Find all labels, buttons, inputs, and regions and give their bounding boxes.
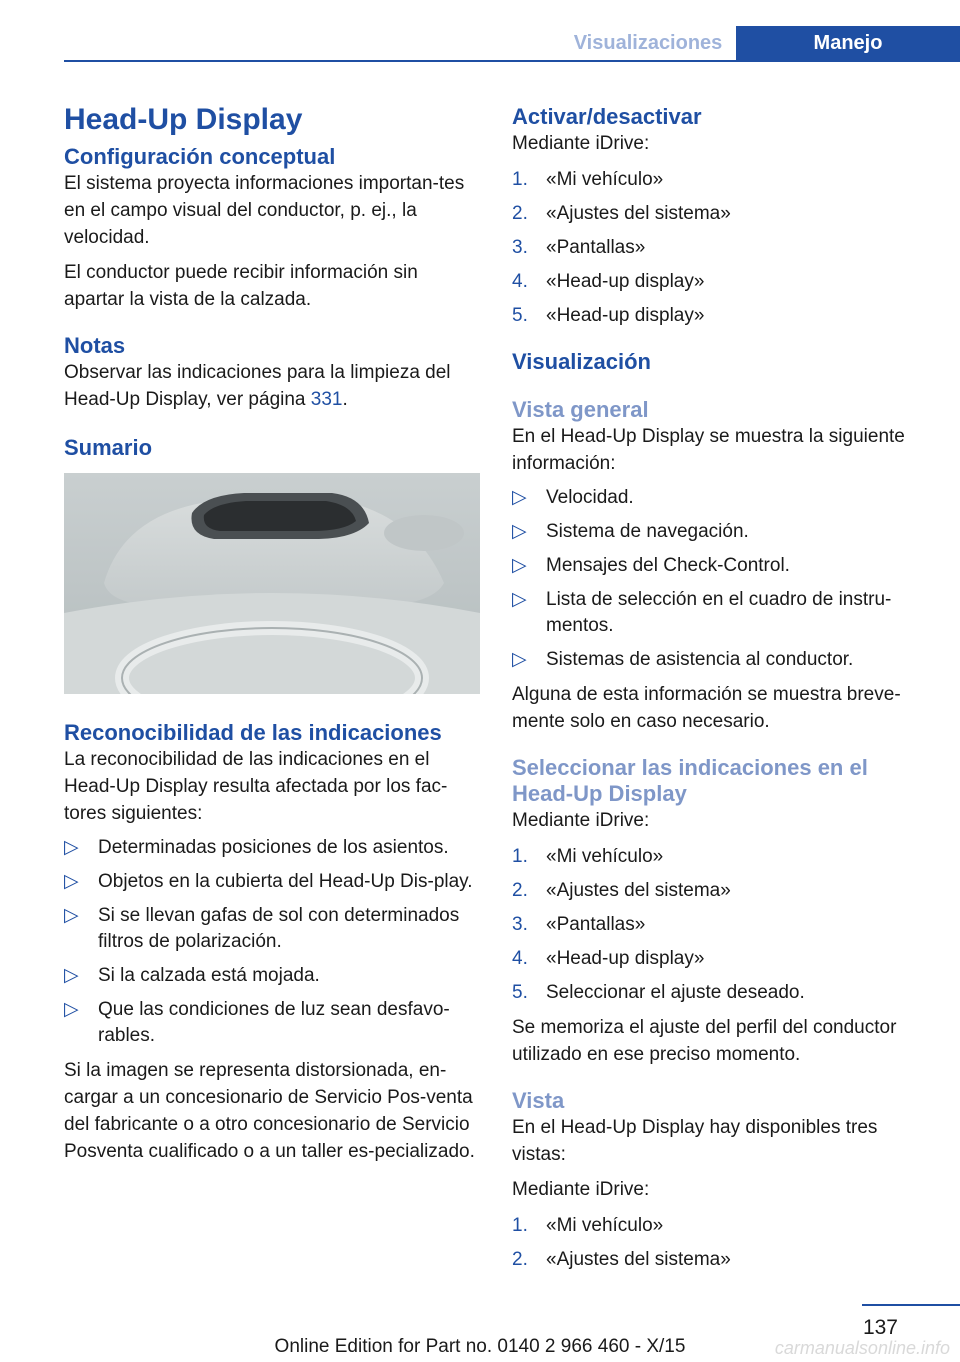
- step-item: [512, 1213, 932, 1239]
- head-up-display-photo: [64, 473, 480, 694]
- triangle-bullet-icon: ▷: [512, 521, 527, 542]
- step-number: 3.: [512, 237, 528, 258]
- recognizability-closing: Si la imagen se representa distorsionada, en-cargar a un concesionario de Servicio Pos-venta del fabricante o a otro concesionario de Servicio Posventa cualificado o a un taller es-pecializado.: [64, 1060, 475, 1162]
- select-intro: Mediante iDrive:: [512, 810, 650, 831]
- triangle-bullet-icon: ▷: [512, 487, 527, 508]
- heading-overview: Vista general: [512, 397, 649, 422]
- step-number: 2.: [512, 880, 528, 901]
- page-title: Head-Up Display: [64, 103, 303, 136]
- step-text: «Head-up display»: [546, 948, 705, 969]
- triangle-bullet-icon: ▷: [512, 589, 527, 610]
- heading-view: Vista: [512, 1088, 565, 1113]
- step-number: 1.: [512, 169, 528, 190]
- list-item: [512, 587, 932, 639]
- overview-intro: En el Head-Up Display se muestra la siguiente información:: [512, 426, 905, 474]
- list-item-text: Velocidad.: [546, 487, 634, 508]
- heading-select-indications: Seleccionar las indicaciones en el Head-Up Display: [512, 755, 868, 806]
- step-item: [512, 946, 932, 972]
- step-text: «Ajustes del sistema»: [546, 1249, 731, 1270]
- watermark: carmanualsonline.info: [774, 1338, 950, 1358]
- step-item: [512, 1247, 932, 1273]
- step-number: 3.: [512, 914, 528, 935]
- list-item-text: Determinadas posiciones de los asientos.: [98, 837, 449, 858]
- list-item-text: Mensajes del Check-Control.: [546, 555, 790, 576]
- heading-concept: Configuración conceptual: [64, 144, 336, 169]
- list-item: [64, 835, 480, 861]
- step-item: [512, 878, 932, 904]
- step-text: «Ajustes del sistema»: [546, 880, 731, 901]
- page-link[interactable]: 331: [310, 389, 343, 410]
- page-header: [0, 0, 960, 62]
- section-tab[interactable]: Visualizaciones: [573, 32, 723, 54]
- step-text: «Pantallas»: [546, 237, 646, 258]
- step-number: 4.: [512, 271, 528, 292]
- list-item-text: Si la calzada está mojada.: [98, 965, 320, 986]
- triangle-bullet-icon: ▷: [64, 871, 79, 892]
- header-rule: [64, 60, 960, 62]
- step-text: «Mi vehículo»: [546, 846, 664, 867]
- list-item: [512, 553, 932, 579]
- step-item: [512, 303, 932, 329]
- triangle-bullet-icon: ▷: [64, 837, 79, 858]
- step-item: [512, 235, 932, 261]
- view-intro: Mediante iDrive:: [512, 1179, 650, 1200]
- view-steps: [512, 1213, 932, 1273]
- view-paragraph: En el Head-Up Display hay disponibles tres vistas:: [512, 1117, 878, 1165]
- activate-intro: Mediante iDrive:: [512, 133, 650, 154]
- triangle-bullet-icon: ▷: [64, 999, 79, 1020]
- list-item-text: Si se llevan gafas de sol con determinados filtros de polarización.: [98, 905, 460, 952]
- overview-closing: Alguna de esta información se muestra breve-mente solo en caso necesario.: [512, 684, 901, 732]
- step-text: «Head-up display»: [546, 271, 705, 292]
- step-item: [512, 167, 932, 193]
- step-text: «Ajustes del sistema»: [546, 203, 731, 224]
- step-number: 1.: [512, 1215, 528, 1236]
- list-item-text: Sistema de navegación.: [546, 521, 749, 542]
- step-item: [512, 269, 932, 295]
- list-item: [64, 869, 480, 895]
- heading-notes: Notas: [64, 333, 126, 358]
- step-number: 5.: [512, 305, 528, 326]
- step-number: 4.: [512, 948, 528, 969]
- notes-paragraph: [64, 359, 480, 413]
- chapter-tab[interactable]: Manejo: [736, 26, 960, 60]
- concept-paragraph-2: El conductor puede recibir información sin apartar la vista de la calzada.: [64, 262, 418, 310]
- step-number: 1.: [512, 846, 528, 867]
- recognizability-intro: La reconocibilidad de las indicaciones en el Head-Up Display resulta afectada por los fac-tores siguientes:: [64, 749, 448, 824]
- right-column: [512, 96, 932, 1281]
- heading-summary: Sumario: [64, 435, 153, 460]
- footer-rule: [862, 1304, 960, 1306]
- triangle-bullet-icon: ▷: [512, 649, 527, 670]
- list-item-text: Que las condiciones de luz sean desfavo-rables.: [98, 999, 450, 1046]
- list-item: [64, 997, 480, 1049]
- heading-activate: Activar/desactivar: [512, 104, 702, 129]
- step-number: 2.: [512, 1249, 528, 1270]
- list-item: [512, 519, 932, 545]
- step-number: 5.: [512, 982, 528, 1003]
- overview-list: [512, 485, 932, 673]
- select-steps: [512, 844, 932, 1006]
- step-item: [512, 201, 932, 227]
- notes-period: .: [342, 389, 348, 410]
- list-item: [64, 903, 480, 955]
- left-column: [64, 96, 480, 1173]
- heading-visualization: Visualización: [512, 349, 651, 374]
- triangle-bullet-icon: ▷: [512, 555, 527, 576]
- list-item-text: Objetos en la cubierta del Head-Up Dis-play.: [98, 871, 473, 892]
- step-item: [512, 980, 932, 1006]
- list-item: [512, 485, 932, 511]
- list-item-text: Lista de selección en el cuadro de instru-mentos.: [546, 589, 892, 636]
- heading-recognizability: Reconocibilidad de las indicaciones: [64, 720, 442, 745]
- step-text: «Mi vehículo»: [546, 169, 664, 190]
- step-text: «Mi vehículo»: [546, 1215, 664, 1236]
- select-closing: Se memoriza el ajuste del perfil del conductor utilizado en ese preciso momento.: [512, 1017, 897, 1065]
- triangle-bullet-icon: ▷: [64, 905, 79, 926]
- list-item: [512, 647, 932, 673]
- list-item: [64, 963, 480, 989]
- step-text: «Pantallas»: [546, 914, 646, 935]
- activate-steps: [512, 167, 932, 329]
- factors-list: [64, 835, 480, 1049]
- page-number: 137: [862, 1316, 898, 1339]
- list-item-text: Sistemas de asistencia al conductor.: [546, 649, 854, 670]
- step-text: «Head-up display»: [546, 305, 705, 326]
- footer-edition: Online Edition for Part no. 0140 2 966 460 - X/15: [274, 1336, 686, 1357]
- step-text: Seleccionar el ajuste deseado.: [546, 982, 805, 1003]
- concept-paragraph-1: El sistema proyecta informaciones importan-tes en el campo visual del conductor, p. ej., la velocidad.: [64, 173, 465, 248]
- notes-text: Observar las indicaciones para la limpieza del Head-Up Display, ver página: [64, 362, 451, 410]
- triangle-bullet-icon: ▷: [64, 965, 79, 986]
- step-item: [512, 912, 932, 938]
- step-item: [512, 844, 932, 870]
- step-number: 2.: [512, 203, 528, 224]
